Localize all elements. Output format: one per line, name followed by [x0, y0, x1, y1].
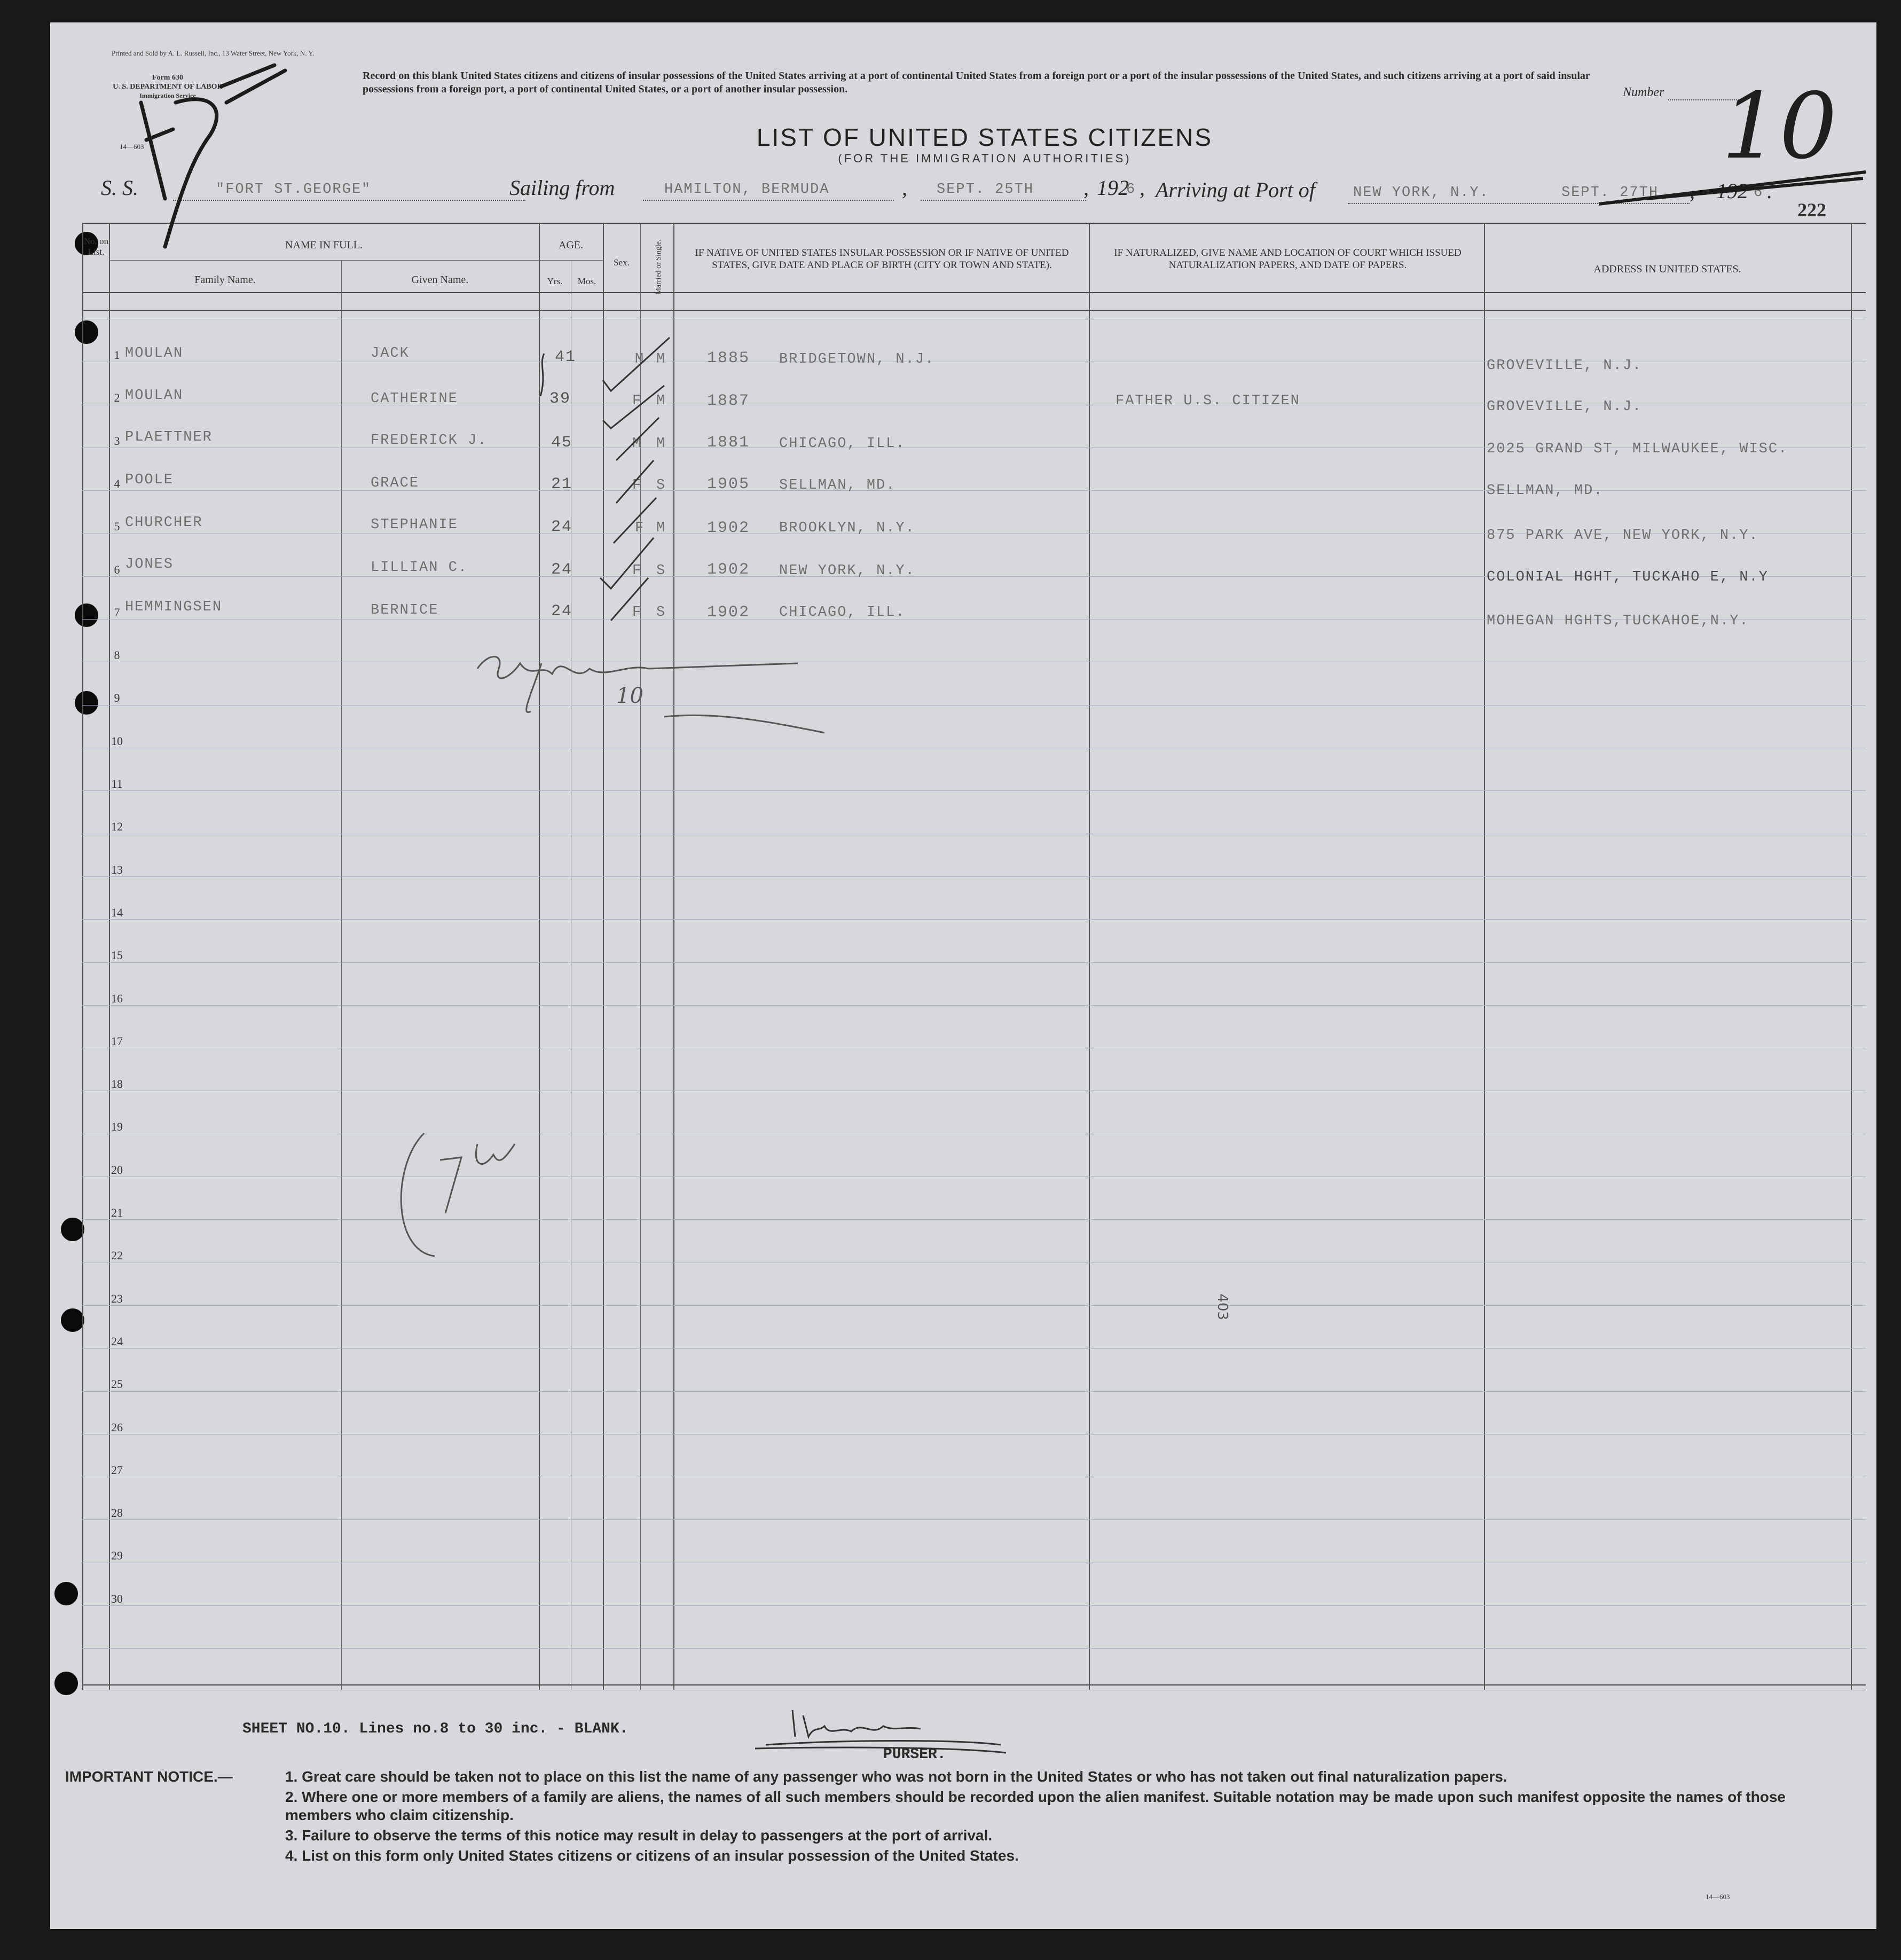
birth-year: 1881	[707, 434, 750, 452]
handwritten-note: 10	[616, 684, 643, 708]
age-years: 21	[551, 475, 573, 493]
sex: F	[632, 477, 642, 493]
age-years: 45	[551, 434, 573, 452]
birth-place: CHICAGO, ILL.	[779, 605, 906, 621]
birth-place: CHICAGO, ILL.	[779, 436, 906, 452]
notice-label: IMPORTANT NOTICE.—	[65, 1768, 233, 1785]
age-years: 24	[551, 602, 573, 621]
sheet-summary: SHEET NO.10. Lines no.8 to 30 inc. - BLANK.	[242, 1721, 629, 1737]
ss-label: S. S.	[101, 176, 138, 200]
sailing-port: HAMILTON, BERMUDA	[664, 182, 830, 198]
comma: ,	[1140, 176, 1145, 200]
age-brace	[540, 354, 544, 396]
row-number: 25	[111, 1377, 123, 1391]
sex: F	[635, 520, 645, 536]
list-subtitle: (FOR THE IMMIGRATION AUTHORITIES)	[838, 152, 1132, 165]
family-name: MOULAN	[125, 388, 184, 404]
row-number: 16	[111, 991, 123, 1005]
comma: .	[1767, 179, 1772, 203]
row-number: 23	[111, 1291, 123, 1305]
arrive-year-suffix: 6	[1754, 185, 1764, 201]
row-number: 21	[111, 1206, 123, 1219]
given-name: LILLIAN C.	[371, 560, 468, 576]
printer-line: Printed and Sold by A. L. Russell, Inc., 13 Water Street, New York, N. Y.	[112, 49, 315, 57]
margin-mark	[141, 65, 285, 247]
list-title: LIST OF UNITED STATES CITIZENS	[756, 123, 1213, 151]
family-name: PLAETTNER	[125, 429, 213, 445]
address: GROVEVILLE, N.J.	[1487, 399, 1643, 415]
address: SELLMAN, MD.	[1487, 483, 1604, 499]
row-number: 19	[111, 1120, 123, 1134]
row-number: 14	[111, 905, 123, 919]
stamp-mark: 403	[1214, 1293, 1230, 1320]
marital-status: S	[656, 605, 666, 621]
family-name: CHURCHER	[125, 515, 203, 531]
address: COLONIAL HGHT, TUCKAHO E, N.Y	[1487, 569, 1769, 585]
page-stamp: 222	[1797, 199, 1826, 221]
col-header-family: Family Name.	[194, 274, 256, 286]
arrive-year-prefix: 192	[1716, 179, 1748, 203]
age-years: 24	[551, 561, 573, 579]
birth-year: 1885	[707, 349, 750, 367]
address: 2025 GRAND ST, MILWAUKEE, WISC.	[1487, 441, 1788, 457]
row-number: 12	[111, 820, 123, 834]
col-header-given: Given Name.	[411, 274, 469, 286]
manifest-sheet	[50, 22, 1876, 1929]
row-number: 5	[114, 520, 120, 534]
row-number: 1	[114, 348, 120, 362]
given-name: STEPHANIE	[371, 517, 458, 533]
birth-year: 1887	[707, 392, 750, 410]
marital-status: M	[656, 393, 666, 409]
purser-label: PURSER.	[883, 1746, 946, 1763]
form-number: Form 630	[152, 74, 183, 82]
sail-year-prefix: 192	[1097, 176, 1129, 200]
arriving-label: Arriving at Port of	[1156, 178, 1315, 202]
col-header-sex: Sex.	[614, 257, 630, 268]
age-years: 39	[549, 390, 571, 408]
family-name: HEMMINGSEN	[125, 599, 223, 615]
address: GROVEVILLE, N.J.	[1487, 358, 1643, 374]
birth-place: NEW YORK, N.Y.	[779, 563, 915, 579]
notice-item: 4. List on this form only United States citizens or citizens of an insular possession of the United States.	[285, 1847, 1019, 1864]
row-number: 10	[111, 734, 123, 748]
col-header-yrs: Yrs.	[547, 276, 563, 286]
family-name: POOLE	[125, 472, 174, 488]
sex: F	[632, 563, 642, 579]
row-number: 24	[111, 1334, 123, 1348]
notice-list	[285, 1768, 1844, 1865]
notice-item: 3. Failure to observe the terms of this notice may result in delay to passengers at the port of arrival.	[285, 1827, 993, 1844]
row-number: 30	[111, 1591, 123, 1605]
marital-status: M	[656, 351, 666, 367]
arrive-date: SEPT. 27TH	[1561, 185, 1659, 201]
birth-year: 1902	[707, 561, 750, 579]
sex: M	[632, 436, 642, 452]
comma: ,	[1083, 176, 1089, 200]
arrival-port: NEW YORK, N.Y.	[1353, 185, 1489, 201]
given-name: BERNICE	[371, 602, 439, 618]
row-number: 27	[111, 1463, 123, 1477]
row-number: 28	[111, 1506, 123, 1520]
row-number: 3	[114, 434, 120, 448]
birth-place: SELLMAN, MD.	[779, 477, 896, 493]
ship-name: "FORT ST.GEORGE"	[216, 182, 372, 198]
form-code: 14—603	[120, 143, 144, 151]
instructions-text: Record on this blank United States citizens and citizens of insular possessions of the United States arriving at a port of continental United States from a foreign port or a port of the insular possessions of the United States, and such citizens arriving at a port of said insular possessions from a foreign port, a port of continental United States, or a port of another insular possession.	[363, 70, 1590, 95]
given-name: JACK	[371, 346, 410, 362]
row-number: 17	[111, 1034, 123, 1048]
check-marks	[600, 338, 670, 621]
row-number: 11	[111, 777, 123, 790]
age-years: 24	[551, 518, 573, 536]
marital-status: S	[656, 563, 666, 579]
birth-year: 1905	[707, 475, 750, 493]
birth-place: BROOKLYN, N.Y.	[779, 520, 915, 536]
sex: M	[635, 351, 645, 367]
handwritten-marks	[50, 22, 1876, 1929]
row-number: 2	[114, 391, 120, 405]
marital-status: M	[656, 436, 666, 452]
service-name: Immigration Service	[139, 92, 196, 99]
row-number: 26	[111, 1420, 123, 1434]
birth-year: 1902	[707, 519, 750, 537]
handwritten-number: 10	[1722, 74, 1837, 179]
number-flourish	[1599, 172, 1866, 204]
col-header-naturalized: IF NATURALIZED, GIVE NAME AND LOCATION OF COURT WHICH ISSUED NATURALIZATION PAPERS, AND DATE OF PAPERS.	[1114, 247, 1462, 271]
sail-date: SEPT. 25TH	[937, 182, 1034, 198]
row-number: 29	[111, 1549, 123, 1563]
col-header-mos: Mos.	[577, 276, 596, 286]
sex: F	[632, 393, 642, 409]
sex: F	[632, 605, 642, 621]
row-number: 18	[111, 1077, 123, 1091]
col-header-no: No. on List.	[83, 236, 109, 257]
row-number: 20	[111, 1163, 123, 1177]
row-number: 6	[114, 562, 120, 576]
notice-item: 2. Where one or more members of a family are aliens, the names of all such members should be recorded upon the alien manifest. Suitable notation may be made upon such manifest opposite the names of those members who claim citizenship.	[285, 1789, 1786, 1823]
notice-item: 1. Great care should be taken not to place on this list the name of any passenger who was not born in the United States or who has not taken out final naturalization papers.	[285, 1768, 1507, 1785]
row-number: 8	[114, 648, 120, 662]
row-number: 22	[111, 1249, 123, 1263]
row-number: 9	[114, 691, 120, 705]
number-label: Number	[1623, 85, 1664, 99]
comma: ,	[1690, 179, 1695, 203]
purser-signature	[755, 1710, 1006, 1753]
naturalization: FATHER U.S. CITIZEN	[1116, 393, 1300, 409]
family-name: MOULAN	[125, 346, 184, 362]
address: MOHEGAN HGHTS,TUCKAHOE,N.Y.	[1487, 613, 1749, 629]
row-number: 15	[111, 948, 123, 962]
marital-status: M	[656, 520, 666, 536]
col-header-address: ADDRESS IN UNITED STATES.	[1593, 263, 1741, 275]
col-header-birth: IF NATIVE OF UNITED STATES INSULAR POSSESSION OR IF NATIVE OF UNITED STATES, GIVE DATE AND PLACE OF BIRTH (CITY OR TOWN AND STATE).	[695, 247, 1069, 271]
family-name: JONES	[125, 556, 174, 573]
marital-status: S	[656, 477, 666, 493]
col-header-name: NAME IN FULL.	[285, 239, 363, 251]
comma: ,	[902, 176, 907, 200]
birth-place: BRIDGETOWN, N.J.	[779, 351, 935, 367]
department-name: U. S. DEPARTMENT OF LABOR	[113, 83, 223, 91]
given-name: CATHERINE	[371, 391, 458, 407]
given-name: FREDERICK J.	[371, 433, 488, 449]
row-number: 7	[114, 605, 120, 619]
sailing-label: Sailing from	[509, 176, 615, 200]
given-name: GRACE	[371, 475, 420, 491]
row-number: 13	[111, 863, 123, 876]
row-number: 4	[114, 476, 120, 490]
birth-year: 1902	[707, 603, 750, 622]
age-years: 41	[555, 348, 577, 366]
col-header-married: Married or Single.	[655, 239, 663, 295]
address: 875 PARK AVE, NEW YORK, N.Y.	[1487, 528, 1759, 544]
footer-code: 14—603	[1706, 1893, 1730, 1901]
sail-year-suffix: 6	[1126, 182, 1136, 198]
clerk-scribble	[477, 657, 824, 733]
col-header-age: AGE.	[558, 239, 584, 251]
